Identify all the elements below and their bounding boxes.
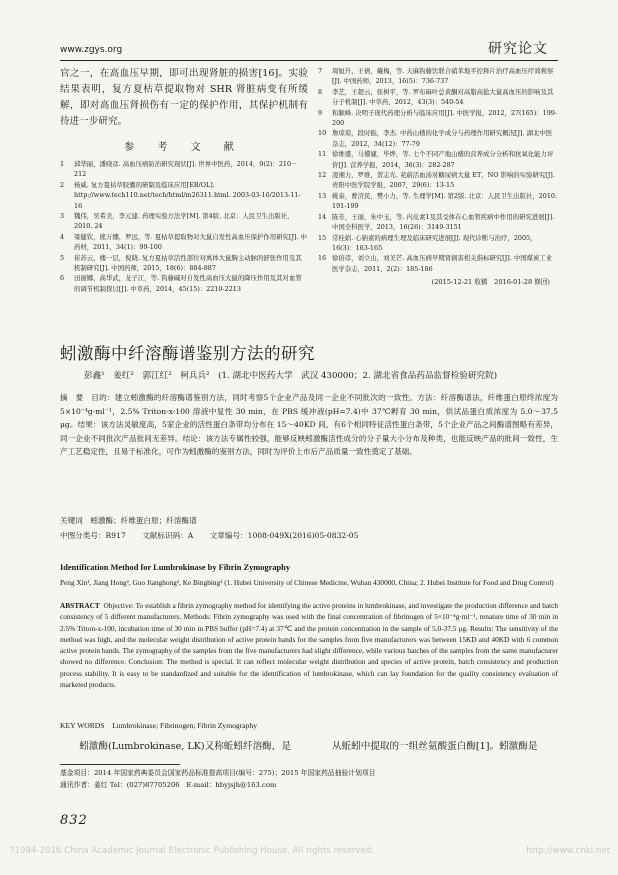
reference-number: 11 (318, 150, 327, 159)
reference-number: 16 (318, 254, 327, 263)
article-title: 蚓激酶中纤溶酶谱鉴别方法的研究 (60, 344, 315, 363)
abstract-conclusion: Conclusion: The method is special. It can reflect molecular weight distribution and species of active protein, batch consistency and production process stability. It is easy to be standardized and suitable for the identification of lumbrokinase, which can lay foundation for the quality consistency evaluation of marketed products. (60, 657, 559, 690)
reference-item (60, 211, 308, 232)
reference-number: 9 (318, 108, 323, 117)
continued-paragraph: 官之一，在高血压早期，即可出现肾脏的损害[16]。实验结果表明，复方夏枯草提取物对 SHR 肾脏病变有所缓解，即对高血压肾损伤有一定的保护作用，其保护机制有待进一步研究。 (60, 68, 308, 127)
reference-number: 4 (60, 232, 65, 241)
reference-item (318, 170, 558, 191)
reference-item (60, 253, 308, 274)
reference-item (60, 159, 308, 180)
chinese-abstract: 摘 要 目的：建立蚓激酶的纤溶酶谱鉴别方法，同时考察5个企业产品及同一企业不同批次的一致性。方法：纤溶酶谱法，纤维蛋白原终浓度为 5×10⁻⁴g·ml⁻¹，2.5% Triton-x-100 溶液中复性 30 min，在 PBS 缓冲液(pH=7.4)中 37℃孵育 30 min，供试品蛋白质浓度为 5.0～37.5 μg。结果：该方法灵敏度高，5家企业的活性蛋白条带均分布在 15～40KD 间，有6个相同特征活性蛋白条带，5个企业产品之间酶谱图略有差异，同一企业不同批次产品批间无差异。结论：该方法专属性较强，能够反映蚓激酶活性成分的分子量大小分布及种类，也能反映产品的批间一致性，生产工艺稳定性，且易于标准化，可作为蚓激酶的鉴别方法，同时为评价上市后产品质量一致性奠定了基础。 (60, 393, 558, 457)
english-title: Identification Method for Lumbrokinase by Fibrin Zymography (60, 563, 291, 572)
section-title: 研究论文 (488, 41, 548, 57)
cnki-link[interactable]: http://www.cnki.net (526, 846, 610, 856)
english-authors: Peng Xin¹, Jiang Hong², Guo Jianghong², Ke Bingbing² (1. Hubei University of Chinese Medicine, Wuhan 430000, China; 2. Hubei Institute for Food and Drug Control) (60, 578, 554, 587)
reference-number: 2 (60, 180, 65, 189)
reference-number: 12 (318, 171, 327, 180)
reference-text: 李艺，王超云，张树平，等. 罗布麻叶总黄酮对高脂高盐大鼠高血压的影响及其分子机制[J]. 中草药，2012，43(3)：540-54 (332, 87, 554, 107)
reference-number: 6 (60, 274, 65, 283)
reference-number: 14 (318, 212, 327, 221)
reference-text: 梁健钦，熊万娜，罗远，等. 夏枯草提取物对大鼠自发性高血压保护作用研究[J]. 中药材，2011，34(1)：99-100 (74, 232, 307, 252)
reference-item (318, 233, 558, 254)
intro-right: 从蚯蚓中提取的一组丝氨酸蛋白酶[1]。蚓激酶是 (332, 741, 538, 752)
reference-item (60, 180, 308, 211)
reference-text: 詹琼琼，段时振，李杰. 中药山楂的化学成分与药理作用研究概况[J]. 湖北中医杂志，2012，34(12)：77-79 (332, 129, 553, 148)
article-authors: 彭鑫¹ 姜红² 郭江红² 柯兵兵² (1. 湖北中医药大学 武汉 430000；2. 湖北省食品药品监督检验研究院) (84, 371, 498, 381)
reference-item (60, 232, 308, 253)
reference-text: 凌湘力，罗维，贺志光. 茺蔚活血汤对糖尿病大鼠 ET、NO 影响的实验研究[J]. 贵阳中医学院学报，2007，29(6)：13-15 (332, 171, 555, 190)
reference-item (318, 108, 558, 129)
reference-text: 常桂娟. 心钠素的病理生理及临床研究进展[J]. 现代诊断与治疗，2005，16(3)：163-165 (332, 233, 537, 252)
received-date: (2015-12-21 收稿 2016-01-28 修回) (431, 278, 550, 287)
references-list-left (60, 159, 308, 294)
reference-number: 13 (318, 191, 327, 200)
reference-item (60, 273, 308, 294)
reference-text: 姚泰，曹济民，樊小力，等. 生理学[M]. 第2版. 北京：人民卫生出版社，2010. 191-199 (332, 191, 558, 211)
abstract-results: Results: The sensitivity of the method was high, and the molecular weight distribution of active protein bands for the samples from five manufacturers was between 15KD and 40KD with 6 common active protein bands. The zymography of the samples from the five manufacturers had slight difference, while various batches of the samples from the same manufacturer showed no difference. (60, 623, 558, 667)
reference-item (318, 253, 558, 274)
reference-item (318, 212, 558, 233)
reference-number: 5 (60, 253, 65, 262)
reference-number: 8 (318, 87, 323, 96)
reference-item (318, 87, 558, 108)
chinese-keywords: 关键词 蚓激酶；纤维蛋白原；纤溶酶谱 (60, 516, 197, 525)
right-column (318, 66, 558, 286)
reference-text: 杨威. 复方夏枯草胶囊的研制及临床应用[EB/OL]. http://www.tech110.net/tech/html/m26311.html. 2003-03-16/2013-11-16 (74, 180, 301, 210)
reference-item (318, 191, 558, 212)
left-column (60, 66, 308, 294)
page-number: 832 (60, 813, 88, 828)
intro-left: 蚓激酶(Lumbrokinase, LK)又称蚯蚓纤溶酶，是 (79, 741, 291, 752)
abstract-label: ABSTRACT (60, 601, 100, 610)
english-keywords: KEY WORDS Lumbrokinase; Fibrinogen; Fibrin Zymography (60, 721, 257, 730)
reference-number: 10 (318, 129, 327, 138)
reference-text: 魏伟，吴希美，李元建. 药理实验方法学[M]. 第4版. 北京：人民卫生出版社，2010. 24 (74, 212, 294, 231)
reference-text: 陈芳，王丽，朱中玉，等. 内皮素1及其受体在心血管疾病中作用的研究进展[J]. 中国全科医学，2013，16(26)：3149-3151 (332, 212, 555, 232)
journal-url: www.zgys.org (60, 45, 123, 55)
reference-item (318, 128, 558, 149)
references-heading: 参 考 文 献 (124, 142, 244, 153)
clc-number: 中图分类号：R917 (60, 531, 126, 540)
reference-text: 周旭升，王倩，戴梅，等. 天麻钩藤饮联合硝苯地平控释片治疗高血压疗效观察[J]. 中国药师，2013，16(5)：736-737 (332, 67, 554, 86)
classification-line (60, 530, 558, 541)
reference-item (318, 66, 558, 87)
reference-number: 1 (60, 160, 65, 168)
english-abstract (60, 600, 558, 690)
reference-text: 徐倍彦，刘立山，刘美芒. 高血压病早期肾损害相关指标研究[J]. 中国煤炭工业医学杂志，2011，2(2)：185-186 (332, 254, 553, 273)
reference-text: 崔苏云，楼一层，倪晓. 复方夏枯草活性部位对离体大鼠胸主动脉的舒张作用及其机制研究[J]. 中国药师，2015，18(6)：884-887 (74, 253, 302, 273)
reference-text: 邱华丽，潘晓彦. 高血压病防治研究现状[J]. 世界中医药，2014，9(2)：210－212 (74, 160, 298, 179)
reference-item (318, 149, 558, 170)
reference-number: 7 (318, 67, 323, 75)
funding-footnote: 基金项目：2014 年国家药典委员会国家药品标准提高项目(编号：275)；2015 年国家药品抽验计划项目 (60, 769, 376, 777)
copyright-footer (10, 846, 610, 856)
reference-text: 徐维盛，马懂婕，毕烨，等. 七个不同产地山楂的营养成分分析和抗氧化能力评价[J]. 营养学报，2014，36(3)：282-287 (332, 150, 554, 169)
references-list-right (318, 66, 558, 274)
reference-text: 和颖峰. 决明子现代药理分析与临床应用[J]. 中医学报，2012，27(165)：199-200 (332, 108, 557, 128)
reference-number: 15 (318, 233, 327, 242)
header-rule (60, 60, 558, 61)
document-code: 文献标识码：A (142, 531, 194, 540)
reference-number: 3 (60, 212, 65, 221)
abstract-objective: Objective: To establish a fibrin zymography method for identifying the active proteins in lumbrokinase, and investigate the production difference and batch consistency of 5 different manufacturers. (60, 601, 558, 622)
reference-text: 田丽娜，高华武，龙子江，等. 钩藤碱对自发性高血压大鼠的降压作用及其对血管的调节机制探讨[J]. 中草药，2014，45(15)：2210-2213 (74, 274, 302, 293)
abstract-methods: Methods: Fibrin zymography was used with the final concentration of fibrinogen of 5×10⁻⁴g·ml⁻¹, renature time of 30 min in 2.5% Triton-x-100, incubation time of 30 min in PBS buffer (pH=7.4) at 37℃ and the protein concentration in the sample of 5.0-37.5 μg. (60, 612, 558, 633)
copyright-text: ?1994-2016 China Academic Journal Electronic Publishing House. All rights reserved. (10, 846, 374, 856)
article-number: 文章编号：1008-049X(2016)05-0832-05 (209, 531, 359, 540)
contact-footnote: 通讯作者：姜红 Tel：(027)87705206 E-mail：hbyjsjh@163.com (60, 781, 277, 789)
footnote-rule (60, 764, 180, 765)
